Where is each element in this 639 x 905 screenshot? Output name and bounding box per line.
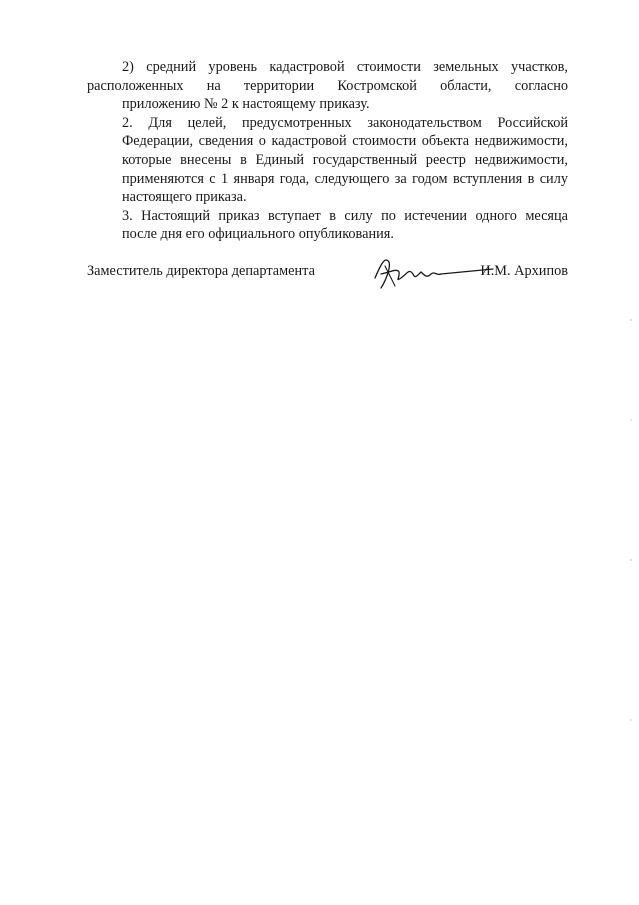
scan-edge-marks (629, 300, 633, 780)
paragraph-3 (87, 207, 568, 244)
signer-name: И.М. Архипов (480, 263, 568, 279)
paragraph-line: после дня его официального опубликования. (122, 226, 394, 243)
paragraph-line: 3. Настоящий приказ вступает в силу по истечении одного месяца (122, 207, 568, 224)
paragraph-line: применяются с 1 января года, следующего за годом вступления в силу (122, 170, 568, 187)
handwritten-signature (367, 252, 497, 292)
paragraph-1 (87, 58, 568, 114)
paragraph-line: настоящего приказа. (122, 189, 247, 206)
paragraph-2 (87, 114, 568, 207)
paragraph-line: Федерации, сведения о кадастровой стоимости объекта недвижимости, (122, 133, 568, 150)
paragraph-line: приложению № 2 к настоящему приказу. (122, 96, 370, 113)
paragraph-line: расположенных на территории Костромской области, согласно (87, 77, 568, 94)
signature-block (87, 262, 568, 292)
signer-title: Заместитель директора департамента (87, 263, 315, 279)
paragraph-line: 2) средний уровень кадастровой стоимости земельных участков, (122, 59, 568, 75)
paragraph-line: которые внесены в Единый государственный реестр недвижимости, (122, 151, 568, 168)
paragraph-line: 2. Для целей, предусмотренных законодательством Российской (122, 114, 568, 131)
document-body (87, 58, 568, 244)
